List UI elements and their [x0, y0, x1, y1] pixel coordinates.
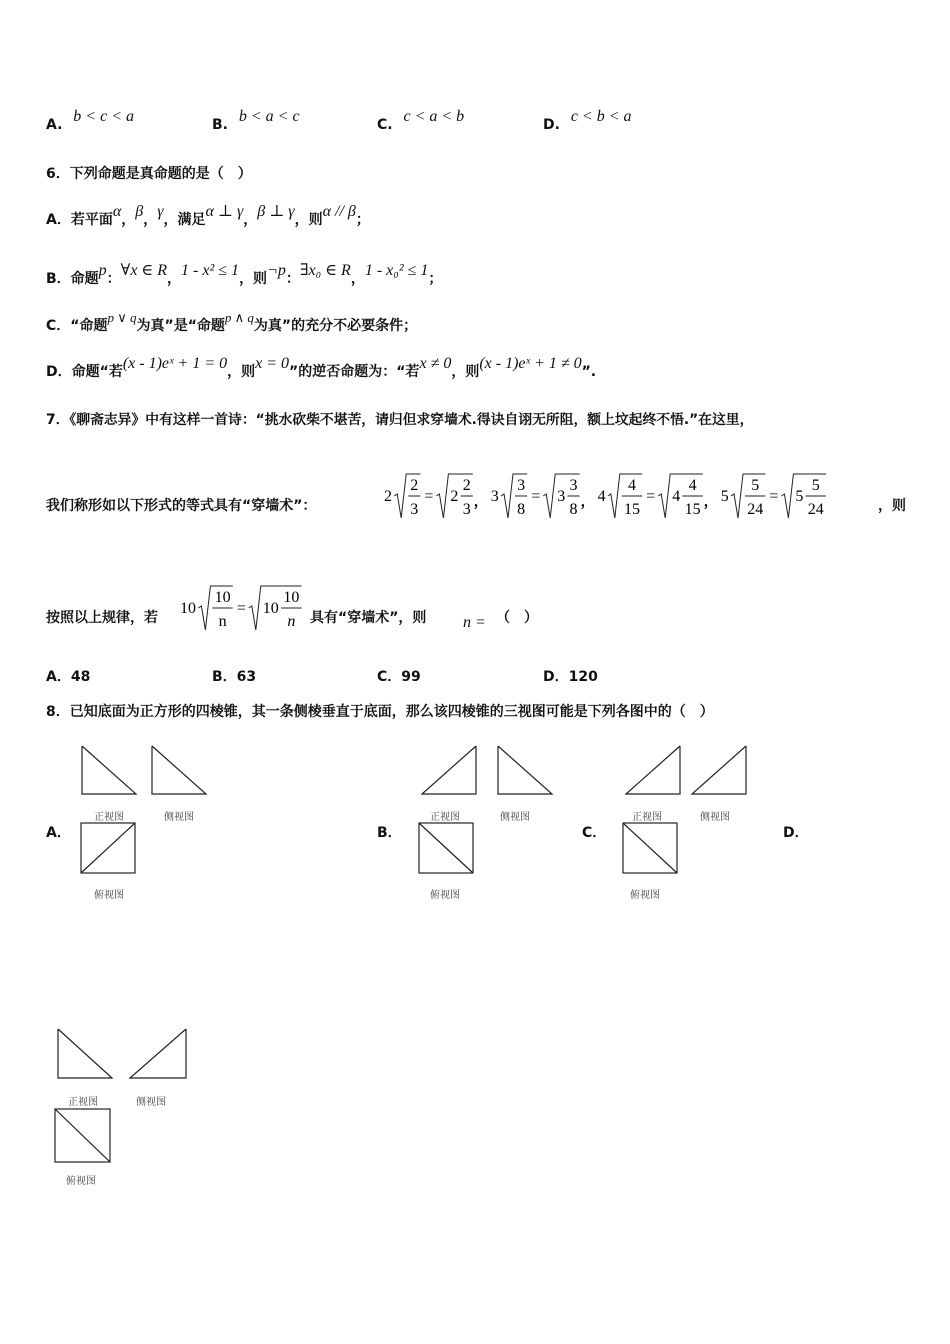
- q7-line3-eq-equals: =: [236, 600, 246, 617]
- q5-option-a[interactable]: A. b < c < a: [46, 108, 134, 133]
- q7-line2-text: 我们称形如以下形式的等式具有“穿墙术”：: [46, 498, 317, 514]
- q7-eq-2-den-right: 15: [684, 501, 701, 518]
- q7-eq-0-coef: 2: [384, 488, 392, 505]
- q7-eq-3-den-left: 24: [747, 501, 764, 518]
- q5-option-b[interactable]: B. b < a < c: [212, 108, 300, 133]
- q7-option-c[interactable]: C．99: [377, 669, 421, 685]
- q5-option-c[interactable]: C. c < a < b: [377, 108, 465, 133]
- q5-option-d[interactable]: D. c < b < a: [543, 108, 632, 133]
- q8-b-side-caption: 侧视图: [500, 812, 530, 823]
- q7-line3-eq-den-left: n: [218, 613, 227, 630]
- q7-eq-3-num-left: 5: [751, 477, 760, 494]
- q8-c-front-view: [624, 744, 684, 796]
- q7-eq-3-den-right: 24: [807, 501, 824, 518]
- q8-b-top-view: [418, 822, 476, 874]
- q8-a-front-caption: 正视图: [94, 812, 124, 823]
- q8-a-front-view: [80, 744, 140, 796]
- q7-eq-0-num-right: 2: [462, 477, 471, 494]
- q7-eq-2-coef-right: 4: [672, 488, 681, 505]
- q8-d-top-caption: 俯视图: [66, 1176, 96, 1187]
- q5-option-d-math: c < b < a: [570, 108, 632, 125]
- q8-option-b-label[interactable]: B．: [377, 825, 402, 841]
- q6-option-b[interactable]: B．命题p：∀x ∈ R，1 - x² ≤ 1，则¬p：∃x₀ ∈ R，1 - x₀² ≤ 1；: [46, 262, 443, 287]
- q7-radical-equations: [380, 468, 880, 528]
- q8-a-top-caption: 俯视图: [94, 890, 124, 901]
- q8-c-top-caption: 俯视图: [630, 890, 660, 901]
- q7-line3-eq-num-left: 10: [214, 589, 231, 606]
- q7-eq-sep-0: ，: [473, 494, 488, 510]
- q7-eq-2: [598, 474, 703, 518]
- q7-eq-1-equals: =: [531, 488, 541, 505]
- q5-option-b-math: b < a < c: [238, 108, 300, 125]
- q8-d-side-view: [128, 1027, 190, 1081]
- q7-eq-3: [721, 474, 826, 518]
- q7-eq-2-num-right: 4: [688, 477, 697, 494]
- q7-line3-equation: [178, 580, 313, 640]
- q8-d-side-caption: 侧视图: [136, 1097, 166, 1108]
- q7-line3-eq-coef: 10: [180, 600, 196, 617]
- q8-b-side-view: [496, 744, 556, 796]
- q8-b-front-caption: 正视图: [430, 812, 460, 823]
- q6-option-c[interactable]: C．“命题p ∨ q为真”是“命题p ∧ q为真”的充分不必要条件；: [46, 310, 418, 334]
- q8-b-front-view: [420, 744, 480, 796]
- q7-eq-1-coef: 3: [490, 488, 499, 505]
- q7-eq-1-den-right: 8: [569, 501, 578, 518]
- q7-then: ，则: [878, 498, 906, 514]
- q7-eq-2-den-left: 15: [624, 501, 640, 518]
- q7-eq-3-coef: 5: [720, 488, 729, 505]
- q7-eq-0-den-right: 3: [462, 501, 471, 518]
- q7-eq-1-num-left: 3: [517, 477, 526, 494]
- q7-eq-0: [384, 474, 473, 518]
- q8-d-front-caption: 正视图: [68, 1097, 98, 1108]
- q7-line3-eq-den-right: n: [287, 613, 296, 630]
- q7-line3-eq: [180, 586, 302, 630]
- q7-eq-2-num-left: 4: [628, 477, 636, 494]
- q6-stem: 6．下列命题是真命题的是（ ）: [46, 166, 252, 182]
- q7-eq-3-num-right: 5: [811, 477, 820, 494]
- q8-c-side-view: [690, 744, 750, 796]
- q6-option-d[interactable]: D．命题“若(x - 1)eˣ + 1 = 0，则x = 0”的逆否命题为：“若x ≠ 0，则(x - 1)eˣ + 1 ≠ 0”.: [46, 355, 597, 380]
- q7-line3-paren: （ ）: [496, 610, 538, 626]
- q7-eq-1: [491, 474, 580, 518]
- q7-option-b[interactable]: B．63: [212, 669, 257, 685]
- q7-eq-1-coef-right: 3: [557, 488, 566, 505]
- q7-line3-n: n =: [463, 614, 486, 631]
- q7-eq-1-num-right: 3: [569, 477, 578, 494]
- q7-eq-sep-2: ，: [703, 494, 718, 510]
- q7-eq-0-equals: =: [424, 488, 434, 505]
- q8-c-top-view: [622, 822, 680, 874]
- q8-a-side-view: [150, 744, 210, 796]
- q7-eq-2-equals: =: [646, 488, 656, 505]
- q8-stem: 8．已知底面为正方形的四棱锥，其一条侧棱垂直于底面，那么该四棱锥的三视图可能是下列各图中的（ ）: [46, 704, 714, 720]
- q7-eq-sep-1: ，: [580, 494, 595, 510]
- q8-option-d-label[interactable]: D．: [783, 825, 809, 841]
- q7-eq-3-coef-right: 5: [795, 488, 804, 505]
- q8-c-front-caption: 正视图: [632, 812, 662, 823]
- q7-option-d[interactable]: D．120: [543, 669, 598, 685]
- q7-line3-post: 具有“穿墙术”，则: [310, 610, 427, 626]
- q5-option-a-math: b < c < a: [73, 108, 134, 125]
- q7-line3-eq-num-right: 10: [283, 589, 300, 606]
- q7-stem: 7．《聊斋志异》中有这样一首诗：“挑水砍柴不堪苦，请归但求穿墙术.得诀自诩无所阻，额上坟起终不悟.”在这里，: [46, 412, 754, 428]
- q5-option-c-math: c < a < b: [403, 108, 465, 125]
- q6-option-a[interactable]: A．若平面α，β，γ，满足α ⊥ γ，β ⊥ γ，则α // β；: [46, 203, 370, 228]
- q7-eq-2-coef: 4: [597, 488, 606, 505]
- q7-eq-3-equals: =: [769, 488, 779, 505]
- q7-eq-0-num-left: 2: [410, 477, 419, 494]
- q7-eq-0-coef-right: 2: [450, 488, 459, 505]
- q7-line3-pre: 按照以上规律，若: [46, 610, 158, 626]
- q8-b-top-caption: 俯视图: [430, 890, 460, 901]
- q8-d-top-view: [54, 1108, 114, 1164]
- q7-option-a[interactable]: A．48: [46, 669, 91, 685]
- q8-option-a-label[interactable]: A．: [46, 825, 71, 841]
- q7-eq-0-den-left: 3: [410, 501, 419, 518]
- q7-eq-1-den-left: 8: [517, 501, 526, 518]
- q7-line3-eq-coef-right: 10: [262, 600, 279, 617]
- q8-option-c-label[interactable]: C．: [582, 825, 607, 841]
- q8-d-front-view: [56, 1027, 116, 1081]
- q8-c-side-caption: 侧视图: [700, 812, 730, 823]
- q8-a-side-caption: 侧视图: [164, 812, 194, 823]
- q8-a-top-view: [80, 822, 138, 874]
